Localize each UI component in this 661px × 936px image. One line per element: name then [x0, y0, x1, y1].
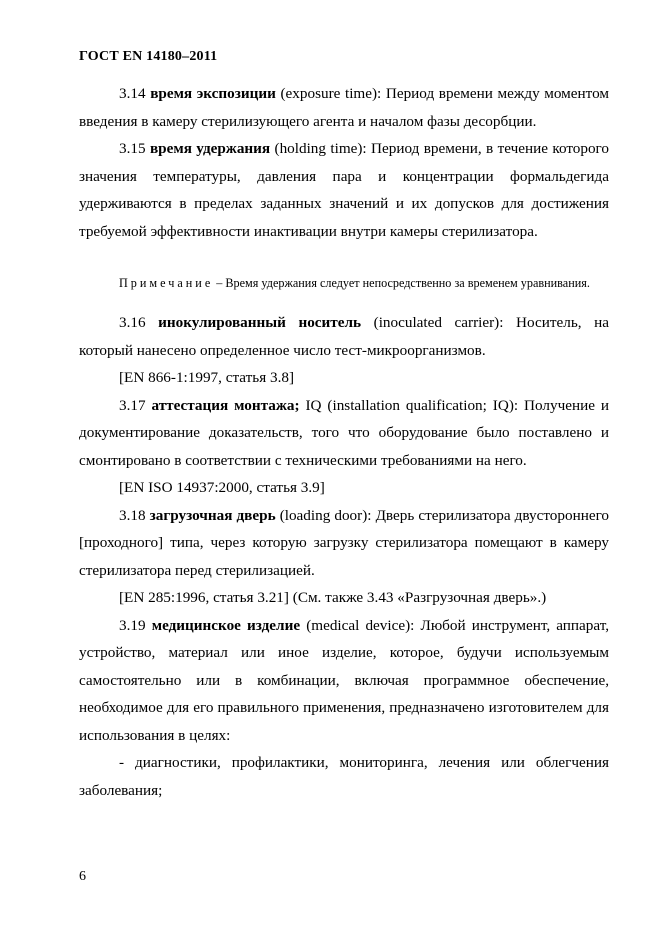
- entry-term-english: (holding time):: [274, 140, 367, 157]
- entry-number: 3.18: [119, 506, 146, 524]
- entry-term: медицинское изделие: [151, 616, 301, 634]
- entry-number: 3.17: [119, 396, 146, 414]
- entry-number: 3.14: [119, 85, 146, 102]
- entry-3-19: [79, 612, 609, 750]
- entry-3-17: [79, 392, 609, 475]
- entry-definition: Дверь стерилизатора двустороннего [проходного] типа, через которую загрузку стерилизатора помещают в камеру стерилизатора перед стерилизацией.: [79, 506, 610, 579]
- note: [79, 272, 609, 294]
- note-dash: –: [216, 276, 223, 290]
- entry-term-english: (loading door):: [279, 506, 372, 524]
- entry-term: загрузочная дверь: [149, 506, 276, 524]
- entry-definition: Период времени между моментом введения в камеру стерилизующего агента и началом фазы десорбции.: [79, 85, 610, 130]
- entry-3-18: [79, 502, 609, 585]
- entry-term: время удержания: [149, 140, 271, 157]
- entry-number: 3.15: [119, 140, 146, 157]
- entry-3-16-reference: [EN 866-1:1997, статья 3.8]: [119, 369, 295, 386]
- note-text: Время удержания следует непосредственно за временем уравнивания.: [225, 276, 590, 290]
- entry-definition: Любой инструмент, аппарат, устройство, материал или иное изделие, которое, будучи используемым самостоятельно или в комбинации, включая программное обеспечение, необходимое для его правильного применения, предназначено изготовителем для использования в целях:: [79, 616, 610, 744]
- entry-term: аттестация монтажа;: [151, 396, 300, 414]
- standard-header: ГОСТ EN 14180–2011: [79, 49, 218, 64]
- entry-3-19-bullet: - диагностики, профилактики, мониторинга, лечения или облегчения заболевания;: [79, 754, 609, 799]
- entry-3-18-reference: [EN 285:1996, статья 3.21] (См. также 3.43 «Разгрузочная дверь».): [119, 589, 547, 606]
- entry-term-english: (medical device):: [306, 616, 415, 634]
- entry-term: инокулированный носитель: [158, 314, 362, 331]
- entry-definition: Получение и документирование доказательств, того что оборудование было поставлено и смонтировано в соответствии с техническими требованиями на него.: [79, 396, 609, 469]
- entry-3-14: [79, 80, 609, 135]
- page-number: 6: [79, 869, 86, 884]
- entry-3-15: [79, 135, 609, 245]
- entry-term-english: (inoculated carrier):: [373, 314, 504, 331]
- entry-definition: Носитель, на который нанесено определенное число тест-микроорганизмов.: [79, 314, 609, 359]
- entry-number: 3.16: [119, 314, 146, 331]
- entry-term-english: (exposure time):: [280, 85, 382, 102]
- entry-number: 3.19: [119, 616, 146, 634]
- entry-term: время экспозиции: [150, 85, 276, 102]
- entry-term-english: IQ (installation qualification; IQ):: [305, 396, 519, 414]
- note-label: Примечание: [119, 276, 214, 290]
- entry-3-16: [79, 309, 609, 364]
- entry-3-17-reference: [EN ISO 14937:2000, статья 3.9]: [119, 479, 325, 496]
- document-body: [79, 80, 609, 804]
- entry-definition: Период времени, в течение которого значения температуры, давления пара и концентрации формальдегида удерживаются в пределах заданных значений и их допусков для достижения требуемой эффективности инактивации внутри камеры стерилизатора.: [79, 140, 610, 240]
